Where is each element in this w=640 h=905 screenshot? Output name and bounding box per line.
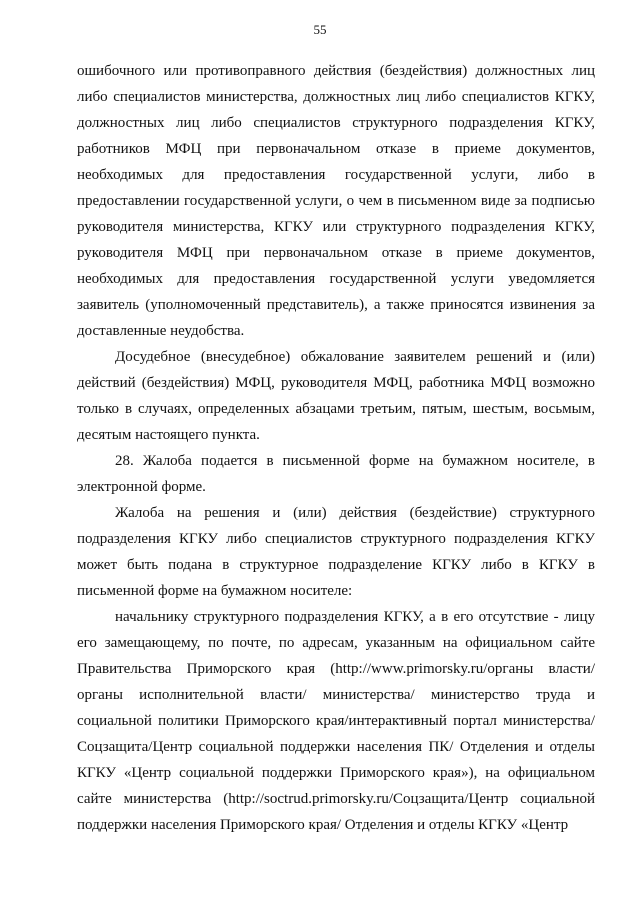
paragraph-5: начальнику структурного подразделения КГКУ, а в его отсутствие - лицу его замещающему, по почте, по адресам, указанным на официальном сайте Правительства Приморского края (http://www.primorsky.ru/органы власти/ органы исполнительной власти/ министерства/ министерство труда и социальной политики Приморского края/интерактивный портал министерства/ Соцзащита/Центр социальной поддержки населения ПК/ Отделения и отделы КГКУ «Центр социальной поддержки Приморского края»), на официальном сайте министерства (http://soctrud.primorsky.ru/Соцзащита/Центр социальной поддержки населения Приморского края/ Отделения и отделы КГКУ «Центр [77, 609, 595, 833]
paragraph-3: 28. Жалоба подается в письменной форме на бумажном носителе, в электронной форме. [77, 453, 595, 495]
paragraph-1: ошибочного или противоправного действия (бездействия) должностных лиц либо специалистов министерства, должностных лиц либо специалистов КГКУ, должностных лиц либо специалистов структурного подразделения КГКУ, работников МФЦ при первоначальном отказе в приеме документов, необходимых для предоставления государственной услуги, либо в предоставлении государственной услуги, о чем в письменном виде за подписью руководителя министерства, КГКУ или структурного подразделения КГКУ, руководителя МФЦ при первоначальном отказе в приеме документов, необходимых для предоставления государственной услуги уведомляется заявитель (уполномоченный представитель), а также приносятся извинения за доставленные неудобства. [77, 63, 595, 339]
paragraph-2: Досудебное (внесудебное) обжалование заявителем решений и (или) действий (бездействия) МФЦ, руководителя МФЦ, работника МФЦ возможно только в случаях, определенных абзацами третьим, пятым, шестым, восьмым, десятым настоящего пункта. [77, 349, 595, 443]
body-text [77, 58, 595, 838]
page-number: 55 [313, 22, 327, 37]
paragraph-4: Жалоба на решения и (или) действия (бездействие) структурного подразделения КГКУ либо специалистов структурного подразделения КГКУ может быть подана в структурное подразделение КГКУ либо в КГКУ в письменной форме на бумажном носителе: [77, 505, 595, 599]
